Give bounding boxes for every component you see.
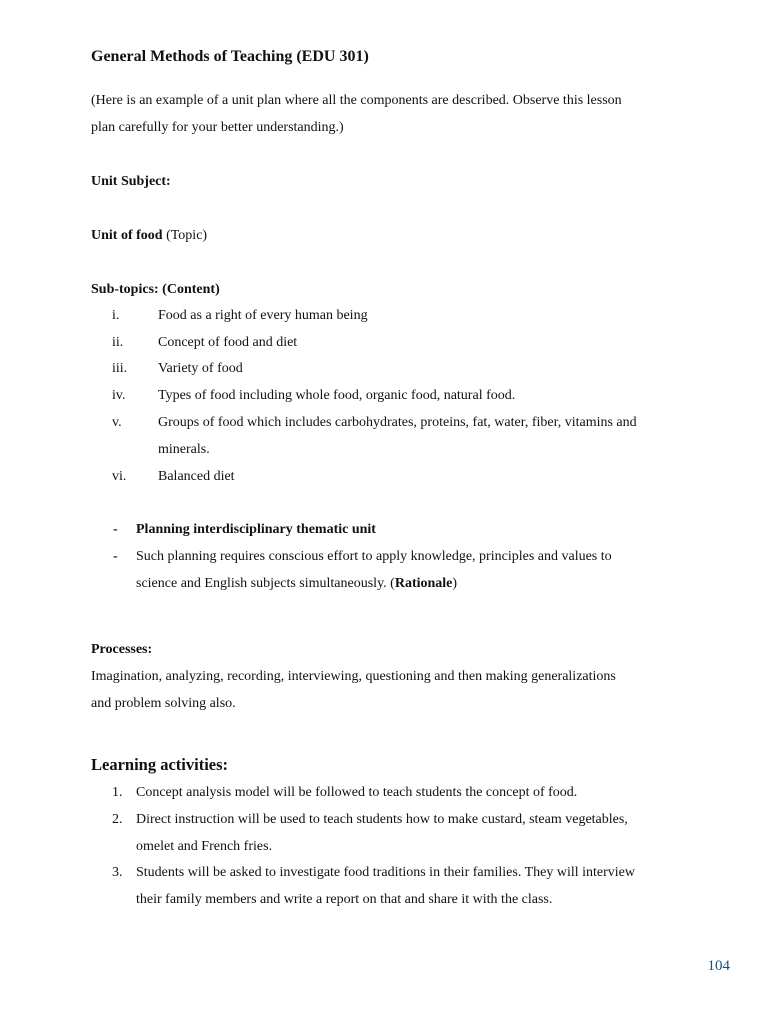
activity-number: 2. bbox=[112, 812, 123, 827]
dash-bullet: - bbox=[113, 549, 118, 564]
dash-bullet: - bbox=[113, 522, 118, 537]
activity-item-continuation: their family members and write a report on that and share it with the class. bbox=[136, 892, 553, 907]
subtopic-marker: vi. bbox=[112, 469, 127, 484]
subtopics-heading: Sub-topics: (Content) bbox=[91, 282, 220, 297]
subtopic-item: Groups of food which includes carbohydrates, proteins, fat, water, fiber, vitamins and bbox=[158, 415, 637, 430]
activity-item: Concept analysis model will be followed to teach students the concept of food. bbox=[136, 785, 578, 800]
planning-heading: Planning interdisciplinary thematic unit bbox=[136, 522, 376, 537]
subtopic-marker: v. bbox=[112, 415, 122, 430]
processes-heading: Processes: bbox=[91, 642, 153, 657]
subtopic-item: Balanced diet bbox=[158, 469, 235, 484]
page-title: General Methods of Teaching (EDU 301) bbox=[91, 48, 369, 65]
planning-line-2 bbox=[136, 576, 457, 592]
unit-subject-label: Unit Subject: bbox=[91, 174, 171, 189]
rationale-label: Rationale bbox=[394, 576, 453, 591]
page-number: 104 bbox=[707, 958, 730, 974]
subtopic-item: Variety of food bbox=[158, 361, 243, 376]
subtopic-marker: iii. bbox=[112, 361, 128, 376]
planning-line-2-post: ) bbox=[452, 576, 458, 591]
planning-line-1: Such planning requires conscious effort to apply knowledge, principles and values to bbox=[136, 549, 612, 564]
activity-item: Students will be asked to investigate food traditions in their families. They will interview bbox=[136, 865, 635, 880]
subtopic-item: Concept of food and diet bbox=[158, 335, 298, 350]
activity-item-continuation: omelet and French fries. bbox=[136, 839, 273, 854]
unit-suffix: (Topic) bbox=[162, 228, 208, 243]
processes-line-1: Imagination, analyzing, recording, interviewing, questioning and then making generalizations bbox=[91, 669, 616, 684]
learning-activities-heading: Learning activities: bbox=[91, 755, 229, 774]
unit-name: Unit of food bbox=[91, 228, 163, 243]
planning-line-2-pre: science and English subjects simultaneously. ( bbox=[136, 576, 395, 591]
subtopic-item: Types of food including whole food, organic food, natural food. bbox=[158, 388, 516, 403]
processes-line-2: and problem solving also. bbox=[91, 696, 236, 711]
subtopic-marker: ii. bbox=[112, 335, 124, 350]
subtopic-marker: i. bbox=[112, 308, 120, 323]
subtopic-item: Food as a right of every human being bbox=[158, 308, 368, 323]
intro-line-2: plan carefully for your better understanding.) bbox=[91, 120, 344, 135]
activity-number: 3. bbox=[112, 865, 123, 880]
unit-title bbox=[91, 228, 207, 244]
activity-number: 1. bbox=[112, 785, 123, 800]
subtopic-item-continuation: minerals. bbox=[158, 442, 210, 457]
activity-item: Direct instruction will be used to teach students how to make custard, steam vegetables, bbox=[136, 812, 628, 827]
intro-line-1: (Here is an example of a unit plan where all the components are described. Observe this lesson bbox=[91, 93, 622, 108]
subtopic-marker: iv. bbox=[112, 388, 126, 403]
